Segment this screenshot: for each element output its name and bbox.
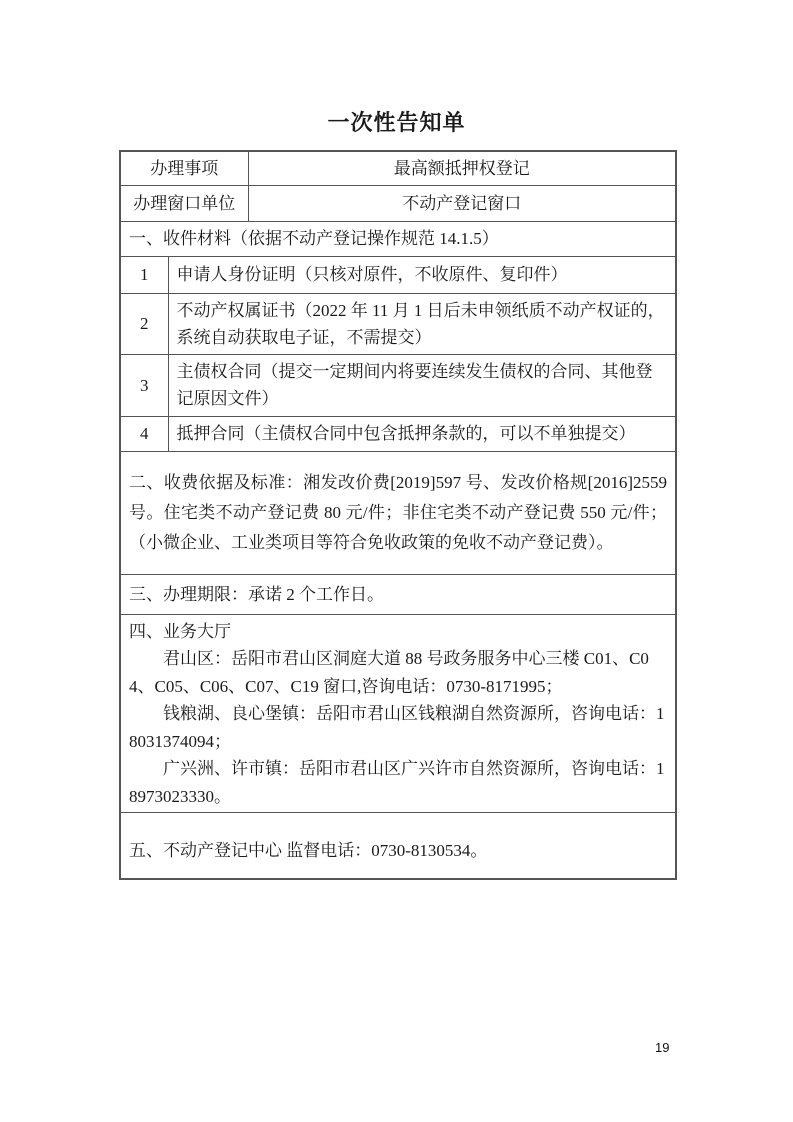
table-row-matter: [120, 151, 676, 185]
table-row-registration-center: [120, 813, 676, 879]
table-row-material-2: [120, 293, 676, 354]
material-4-text: 抵押合同（主债权合同中包含抵押条款的，可以不单独提交）: [168, 416, 676, 451]
table-row-material-1: [120, 256, 676, 293]
table-row-fees: [120, 451, 676, 574]
service-hall-junshan: 君山区：岳阳市君山区洞庭大道 88 号政务服务中心三楼 C01、C04、C05、C06、C07、C19 窗口,咨询电话：0730-8171995；: [129, 649, 649, 696]
material-4-number: 4: [120, 416, 168, 451]
material-1-number: 1: [120, 256, 168, 293]
table-row-materials-heading: [120, 221, 676, 256]
table-row-service-halls: [120, 614, 676, 813]
matter-label: 办理事项: [120, 151, 248, 185]
fees-text: 二、收费依据及标准：湘发改价费[2019]597 号、发改价格规[2016]2559 号。住宅类不动产登记费 80 元/件；非住宅类不动产登记费 550 元/件；（小微企业、工业类项目等符合免收政策的免收不动产登记费）。: [120, 451, 676, 574]
window-unit-value: 不动产登记窗口: [248, 185, 676, 221]
window-unit-label: 办理窗口单位: [120, 185, 248, 221]
deadline-text: 三、办理期限：承诺 2 个工作日。: [120, 574, 676, 614]
material-3-number: 3: [120, 354, 168, 416]
page-title: 一次性告知单: [327, 110, 466, 135]
service-hall-guangxingzhou: 广兴洲、许市镇：岳阳市君山区广兴许市自然资源所，咨询电话：18973023330。: [129, 759, 665, 806]
material-2-text: 不动产权属证书（2022 年 11 月 1 日后未申领纸质不动产权证的，系统自动获取电子证，不需提交）: [168, 293, 676, 354]
notice-table: [119, 150, 677, 880]
table-row-material-4: [120, 416, 676, 451]
page-number: 19: [655, 1040, 670, 1055]
service-hall-qianlianghu: 钱粮湖、良心堡镇：岳阳市君山区钱粮湖自然资源所，咨询电话：18031374094；: [129, 704, 665, 751]
material-1-text: 申请人身份证明（只核对原件，不收原件、复印件）: [168, 256, 676, 293]
table-row-window-unit: [120, 185, 676, 221]
service-halls-heading: 四、业务大厅: [129, 621, 231, 641]
material-2-number: 2: [120, 293, 168, 354]
registration-center-text: 五、不动产登记中心 监督电话：0730-8130534。: [120, 813, 676, 879]
table-row-deadline: [120, 574, 676, 614]
matter-value: 最高额抵押权登记: [248, 151, 676, 185]
materials-heading: 一、收件材料（依据不动产登记操作规范 14.1.5）: [120, 221, 676, 256]
service-halls-cell: [120, 614, 676, 813]
table-row-material-3: [120, 354, 676, 416]
material-3-text: 主债权合同（提交一定期间内将要连续发生债权的合同、其他登记原因文件）: [168, 354, 676, 416]
